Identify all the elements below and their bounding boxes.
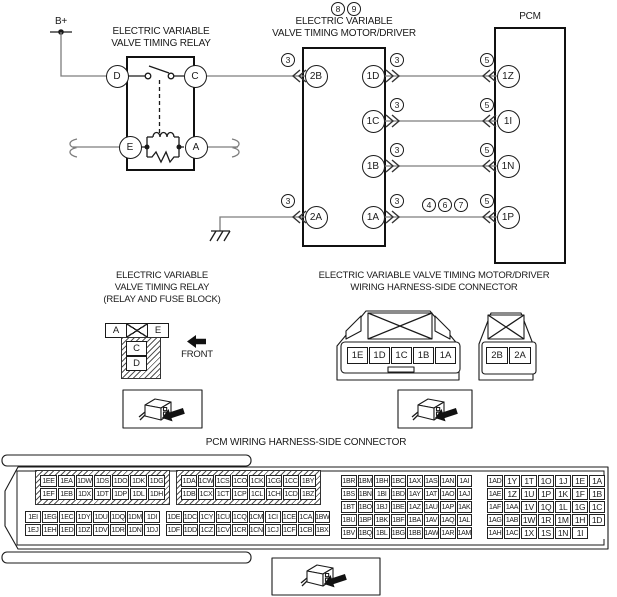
- power-label: B+: [54, 16, 68, 27]
- connector-pin-cell: 1BL: [374, 527, 390, 539]
- connector-pin-cell: 1CD: [283, 488, 299, 500]
- connector-pin-cell: 1AL: [457, 514, 473, 526]
- motor-pin-2b: 2B: [305, 65, 328, 88]
- connector-pin-cell: 1E: [572, 475, 588, 487]
- connector-pin-cell: 1DP: [112, 488, 129, 500]
- connector-pin-cell: 1EH: [42, 524, 58, 536]
- connector-pin-cell: 1U: [521, 488, 537, 500]
- motor-harness-plug-large-outline: [337, 311, 460, 380]
- relay-pin-d: D: [106, 65, 129, 88]
- pcm-pin-1i: 1I: [497, 110, 520, 133]
- connector-pin-cell: 1CA: [298, 511, 314, 523]
- connector-pin-cell: 1BP: [358, 514, 374, 526]
- connector-pin-cell: 1AO: [440, 488, 456, 500]
- connector-pin-cell: 1DK: [130, 475, 147, 487]
- relay-socket-blocked-cell: [126, 323, 148, 338]
- connector-pin-cell: 1AB: [504, 514, 520, 526]
- connector-pin-cell: 1G: [572, 501, 588, 513]
- ground-symbol: [210, 231, 230, 241]
- connector-pin-cell: 1EF: [40, 488, 57, 500]
- connector-pin-cell: 1AV: [424, 514, 440, 526]
- connector-pin-cell: 1F: [572, 488, 588, 500]
- motor-plug-cell-2b: 2B: [486, 347, 508, 364]
- connector-pin-cell: 1CY: [199, 511, 215, 523]
- connector-pin-cell: 1DT: [94, 488, 111, 500]
- connector-pin-cell: 1C: [589, 501, 605, 513]
- connector-pin-cell: 1BV: [341, 527, 357, 539]
- connector-pin-cell: 1CC: [283, 475, 299, 487]
- connector-pin-cell: 1AQ: [440, 514, 456, 526]
- connector-pin-cell: 1CU: [216, 511, 232, 523]
- pcm-pin-block-1: [35, 470, 170, 505]
- connector-pin-cell: 1EJ: [25, 524, 41, 536]
- connector-pin-cell: 1P: [538, 488, 554, 500]
- connector-pin-cell: 1L: [555, 501, 571, 513]
- connector-pin-cell: 1CE: [282, 511, 298, 523]
- connector-pin-cell: 1BH: [374, 475, 390, 487]
- pcm-pin-block-3: [25, 511, 160, 536]
- connector-pin-cell: 1EA: [58, 475, 75, 487]
- relay-pin-e: E: [119, 136, 142, 159]
- motor-plug-cell-1e: 1E: [347, 347, 368, 364]
- connector-pin-cell: 1AM: [457, 527, 473, 539]
- connector-pin-cell: 1BT: [341, 501, 357, 513]
- connector-pin-cell: 1DX: [76, 488, 93, 500]
- ref-badge-7: 7: [454, 198, 468, 212]
- connector-pin-cell: 1BK: [374, 514, 390, 526]
- pcm-pin-block-6: [487, 475, 605, 539]
- connector-pin-cell: 1W: [522, 515, 536, 525]
- connector-pin-cell: 1BO: [358, 501, 374, 513]
- connector-pin-cell: 1CX: [198, 488, 214, 500]
- connector-pin-cell: 1CJ: [265, 524, 281, 536]
- connector-pin-cell: 1CO: [232, 475, 248, 487]
- connector-pin-cell: 1AK: [457, 501, 473, 513]
- connector-pin-cell: 1BJ: [374, 501, 390, 513]
- relay-socket-cell-d: D: [126, 356, 147, 371]
- connector-pin-cell: 1EC: [59, 511, 75, 523]
- connector-pin-cell: 1S: [538, 527, 554, 539]
- pcm-pin-1p: 1P: [497, 206, 520, 229]
- ref-badge-3: 3: [390, 98, 404, 112]
- pcm-pin-block-5: [341, 475, 472, 539]
- connector-pin-cell: 1BG: [391, 527, 407, 539]
- connector-pin-cell: 1CF: [282, 524, 298, 536]
- motor-connector-icon-box: [398, 390, 472, 428]
- connector-pin-cell: 1CG: [266, 475, 282, 487]
- relay-socket-cell-c: C: [126, 341, 147, 356]
- connector-pin-cell: 1DI: [144, 511, 160, 523]
- connector-pin-cell: 1BY: [300, 475, 316, 487]
- connector-pin-cell: 1AT: [424, 488, 440, 500]
- connector-pin-cell: 1DS: [94, 475, 111, 487]
- relay-socket-cell-a: A: [105, 323, 127, 338]
- connector-pin-cell: 1BC: [391, 475, 407, 487]
- connector-pin-cell: 1K: [555, 488, 571, 500]
- pcm-harness-title: PCM WIRING HARNESS-SIDE CONNECTOR: [205, 437, 407, 448]
- connector-pin-cell: 1BA: [407, 514, 423, 526]
- pcm-pin-1z: 1Z: [497, 65, 520, 88]
- motor-pin-1d: 1D: [362, 65, 385, 88]
- connector-pin-cell: 1CN: [249, 524, 265, 536]
- connector-pin-cell: 1CW: [198, 475, 214, 487]
- ref-badge-5: 5: [480, 98, 494, 112]
- connector-pin-cell: 1O: [538, 475, 554, 487]
- connector-pin-cell: 1DO: [112, 475, 129, 487]
- connector-pin-cell: 1DH: [148, 488, 165, 500]
- connector-pin-cell: 1Q: [538, 501, 554, 513]
- connector-pin-cell: 1T: [521, 475, 537, 487]
- ref-badge-4: 4: [422, 198, 436, 212]
- connector-pin-cell: 1CT: [215, 488, 231, 500]
- relay-removal-icon-box: [123, 390, 202, 428]
- ref-badge-3: 3: [281, 194, 295, 208]
- connector-pin-cell: 1DY: [76, 511, 92, 523]
- motor-pin-2a: 2A: [305, 206, 328, 229]
- connector-pin-cell: 1H: [572, 514, 588, 526]
- connector-pin-cell: 1EE: [40, 475, 57, 487]
- connector-pin-cell: 1AR: [440, 527, 456, 539]
- motor-pin-1a: 1A: [362, 206, 385, 229]
- ref-badge-8: 8: [331, 2, 345, 16]
- motor-plug-cell-1c: 1C: [391, 347, 412, 364]
- connector-pin-cell: 1AW: [424, 527, 440, 539]
- connector-pin-cell: 1BR: [341, 475, 357, 487]
- connector-pin-cell: 1R: [538, 514, 554, 526]
- connector-pin-cell: 1BF: [391, 514, 407, 526]
- connector-pin-cell: 1DZ: [76, 524, 92, 536]
- ref-badge-3: 3: [390, 194, 404, 208]
- connector-pin-cell: 1DJ: [144, 524, 160, 536]
- connector-pin-cell: 1BE: [391, 501, 407, 513]
- motor-plug-cell-1a: 1A: [435, 347, 456, 364]
- ref-badge-5: 5: [480, 194, 494, 208]
- motor-pin-1c: 1C: [362, 110, 385, 133]
- connector-pin-cell: 1BS: [341, 488, 357, 500]
- connector-pin-cell: 1BW: [315, 511, 331, 523]
- wiring-diagram-page: B+ ELECTRIC VARIABLE VALVE TIMING RELAY ELECTRIC VARIABLE VALVE TIMING MOTOR/DRIVER PCM 8 9 3 3 3 3 3 3 5 5 5 5 4 6 7 D C E A 2B 2A 1D 1C 1B 1A 1Z 1I 1N 1P ELECTRIC VARIABLE VALVE TIMING RELAY (RELAY AND FUSE BLOCK) A E C D FRONT ELECTRIC VARIABLE VALVE TIMING MOTOR/DRIVER WIRING HARNESS-SIDE CONNECTOR 1E 1D 1C 1B 1A 2B 2A PCM WIRING HARNESS-SIDE CONNECTOR 1EE 1EA 1DW 1DS 1DO 1DK 1DG 1EF 1EB 1DX 1DT 1DP 1DL 1DH 1DA 1CW 1CS 1CO 1CK 1CG 1CC 1BY 1DB 1CX 1CT 1CP 1CL 1CH 1CD 1BZ 1EI 1EG 1EC 1DY 1DU 1DQ 1DM 1DI 1EJ 1EH 1ED 1DZ 1DV 1DR 1DN 1DJ 1DE 1DC 1CY 1CU 1CQ 1CM 1CI 1CE 1CA 1BW 1DF 1DD 1CZ 1CV 1CR 1CN 1CJ 1CF 1CB 1BX 1BR 1BM 1BH 1BC 1AX 1AS 1AN 1AI 1BS 1BN 1BI 1BD 1AY 1AT 1AO 1AJ 1BT 1BO 1BJ 1BE 1AZ 1AU 1AP 1AK 1BU 1BP 1BK 1BF 1BA 1AV 1AQ 1AL 1BV 1BQ 1BL 1BG 1BB 1AW 1AR 1AM 1AD 1Y 1T 1O 1J 1E 1A 1AE 1Z 1U 1P 1K 1F 1B 1AF 1AA 1V 1Q 1L 1G 1C 1AG 1AB 1W 1R 1M 1H 1D 1AH 1AC 1X 1S 1N 1I: [0, 0, 617, 597]
- relay-pin-c: C: [184, 65, 207, 88]
- connector-pin-cell: 1AN: [440, 475, 456, 487]
- connector-pin-cell: 1AH: [487, 527, 503, 539]
- pcm-pin-block-4: [166, 511, 330, 536]
- connector-pin-cell: 1DB: [181, 488, 197, 500]
- connector-pin-cell: 1AD: [487, 475, 503, 487]
- connector-pin-cell: 1AU: [424, 501, 440, 513]
- connector-pin-cell: 1EI: [25, 511, 41, 523]
- motor-pin-1b: 1B: [362, 155, 385, 178]
- ref-badge-5: 5: [480, 143, 494, 157]
- motor-plug-cell-1b: 1B: [413, 347, 434, 364]
- connector-pin-cell: 1BB: [407, 527, 423, 539]
- connector-pin-cell: 1J: [555, 475, 571, 487]
- connector-pin-cell: 1DC: [183, 511, 199, 523]
- connector-pin-cell: 1DD: [183, 524, 199, 536]
- ref-badge-3: 3: [281, 53, 295, 67]
- connector-pin-cell: 1CV: [216, 524, 232, 536]
- connector-pin-cell: 1AP: [440, 501, 456, 513]
- connector-pin-cell: 1DE: [166, 511, 182, 523]
- connector-pin-cell: 1DR: [110, 524, 126, 536]
- connector-pin-cell: 1DF: [166, 524, 182, 536]
- connector-pin-cell: 1CR: [232, 524, 248, 536]
- front-arrow-icon: [187, 335, 206, 348]
- connector-pin-cell: 1BN: [358, 488, 374, 500]
- connector-pin-cell: 1DU: [93, 511, 109, 523]
- connector-pin-cell: 1V: [521, 501, 537, 513]
- pcm-title: PCM: [519, 11, 541, 22]
- connector-pin-cell: 1AA: [504, 501, 520, 513]
- connector-pin-cell: 1CK: [249, 475, 265, 487]
- relay-pin-a: A: [185, 136, 208, 159]
- connector-pin-cell: 1BQ: [358, 527, 374, 539]
- connector-pin-cell: 1I: [572, 527, 588, 539]
- motor-plug-cell-2a: 2A: [509, 347, 531, 364]
- ref-badge-9: 9: [347, 2, 361, 16]
- connector-pin-cell: 1EB: [58, 488, 75, 500]
- connector-pin-cell: 1CP: [232, 488, 248, 500]
- connector-pin-cell: 1M: [555, 514, 571, 526]
- connector-pin-cell: 1AX: [407, 475, 423, 487]
- pcm-connector-icon-box: [272, 558, 380, 595]
- pcm-pin-block-2: [176, 470, 321, 505]
- connector-pin-cell: 1DN: [127, 524, 143, 536]
- connector-pin-cell: 1X: [521, 527, 537, 539]
- connector-pin-cell: 1DM: [127, 511, 143, 523]
- connector-pin-cell: 1AJ: [457, 488, 473, 500]
- connector-pin-cell: 1CM: [249, 511, 265, 523]
- connector-pin-cell: 1DQ: [110, 511, 126, 523]
- motor-plug-cell-1d: 1D: [369, 347, 390, 364]
- connector-pin-cell: 1B: [589, 488, 605, 500]
- connector-pin-cell: 1AE: [487, 488, 503, 500]
- front-label: FRONT: [181, 349, 213, 360]
- connector-pin-cell: 1BZ: [300, 488, 316, 500]
- connector-pin-cell: 1A: [589, 475, 605, 487]
- connector-pin-cell: 1AI: [457, 475, 473, 487]
- connector-pin-cell: 1AS: [424, 475, 440, 487]
- connector-pin-cell: 1DL: [130, 488, 147, 500]
- connector-pin-cell: 1AF: [487, 501, 503, 513]
- connector-pin-cell: 1EG: [42, 511, 58, 523]
- ref-badge-6: 6: [438, 198, 452, 212]
- connector-pin-cell: 1CZ: [199, 524, 215, 536]
- connector-pin-cell: 1AY: [407, 488, 423, 500]
- connector-pin-cell: 1AC: [504, 527, 520, 539]
- pcm-pin-1n: 1N: [497, 155, 520, 178]
- connector-pin-cell: 1CB: [298, 524, 314, 536]
- connector-pin-cell: 1Z: [504, 488, 520, 500]
- connector-pin-cell: 1CH: [266, 488, 282, 500]
- connector-pin-cell: 1AG: [487, 514, 503, 526]
- ref-badge-5: 5: [480, 53, 494, 67]
- connector-pin-cell: 1Y: [504, 475, 520, 487]
- connector-pin-cell: 1BI: [374, 488, 390, 500]
- ref-badge-3: 3: [390, 143, 404, 157]
- connector-pin-cell: 1DG: [148, 475, 165, 487]
- ref-badge-3: 3: [390, 53, 404, 67]
- connector-pin-cell: 1CQ: [232, 511, 248, 523]
- connector-pin-cell: 1BM: [358, 475, 374, 487]
- connector-pin-cell: 1CI: [265, 511, 281, 523]
- connector-pin-cell: 1DV: [93, 524, 109, 536]
- connector-pin-cell: 1DA: [181, 475, 197, 487]
- connector-pin-cell: 1DW: [76, 475, 93, 487]
- connector-pin-cell: 1CL: [249, 488, 265, 500]
- relay-socket-cell-e: E: [147, 323, 169, 338]
- connector-pin-cell: 1D: [589, 514, 605, 526]
- connector-pin-cell: 1N: [555, 527, 571, 539]
- connector-pin-cell: 1AZ: [407, 501, 423, 513]
- connector-pin-cell: 1BD: [391, 488, 407, 500]
- connector-pin-cell: 1CS: [215, 475, 231, 487]
- connector-pin-cell: 1ED: [59, 524, 75, 536]
- connector-pin-cell: 1BU: [341, 514, 357, 526]
- connector-pin-cell: 1BX: [315, 524, 331, 536]
